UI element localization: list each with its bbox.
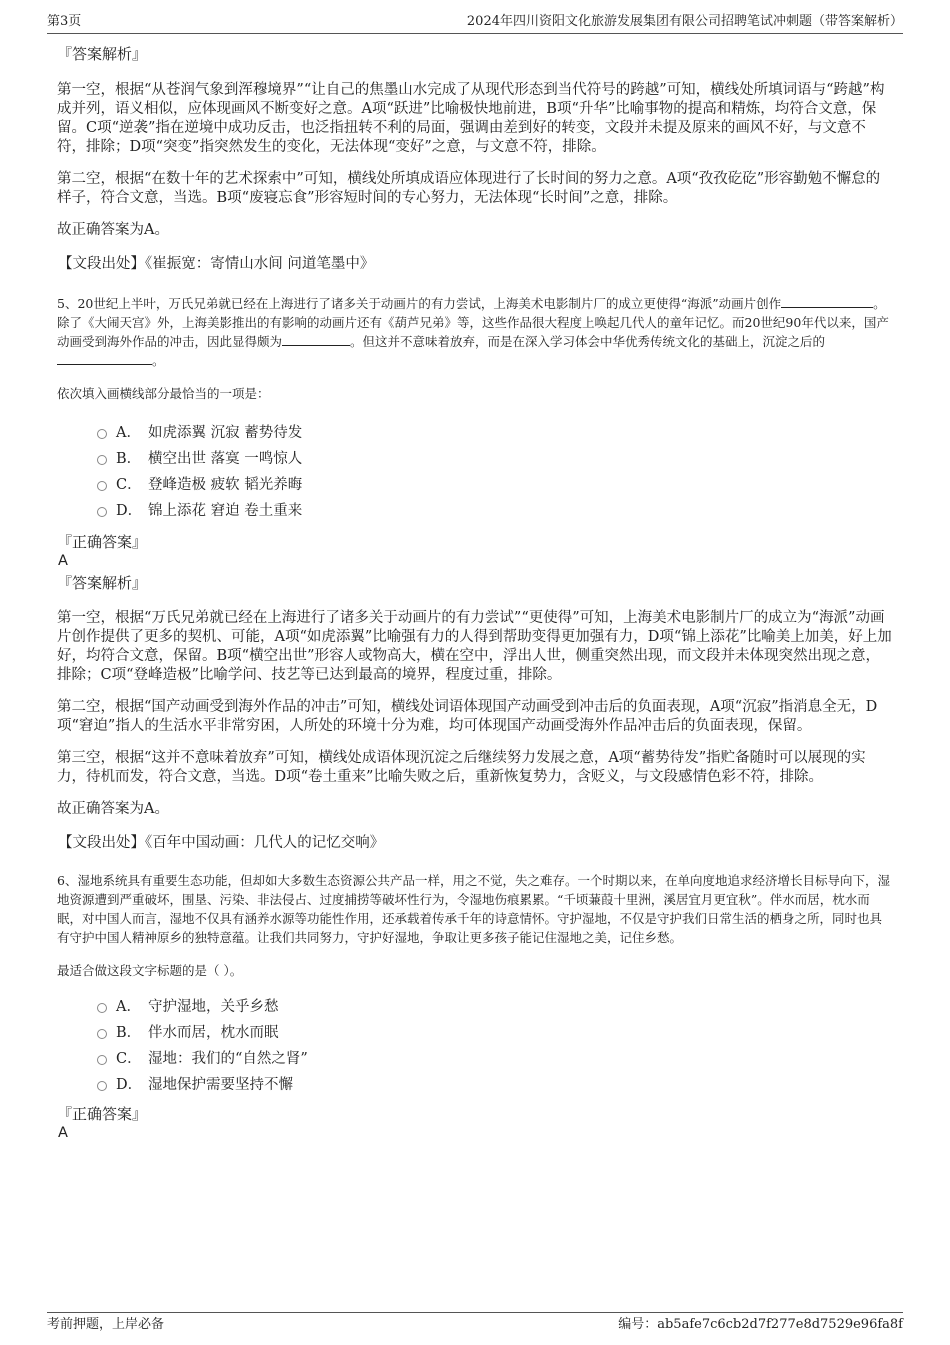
q5-analysis-para1: 第一空，根据“万氏兄弟就已经在上海进行了诸多关于动画片的有力尝试”“更使得”可知，上海美术电影制片厂的成立为“海派”动画片创作提供了更多的契机、可能，A项“如虎添翼”比喻强有力的人得到帮助变得更加强有力，D项“锦上添花”比喻美上加美，好上加好，均符合文意，保留。B项“横空出世”形容人或物高大，横在空中，浮出人世，侧重突然出现，而文段并未体现突然出现之意，排除；C项“登峰造极”比喻学问、技艺等已达到最高的境界，程度过重，排除。 <box>57 610 892 683</box>
q5-source: 【文段出处】《百年中国动画：几代人的记忆交响》 <box>58 835 385 851</box>
q5-conclusion: 故正确答案为A。 <box>57 801 169 817</box>
page-header <box>47 13 903 34</box>
q6-options <box>57 992 893 1096</box>
q5-analysis-para3: 第三空，根据“这并不意味着放弃”可知，横线处成语体现沉淀之后继续努力发展之意，A项“蓄势待发”指贮备随时可以展现的实力，待机而发，符合文意，当选。D项“卷土重来”比喻失败之后，重新恢复势力，含贬义，与文段感情色彩不符，排除。 <box>57 750 866 785</box>
option-text: 守护湿地，关乎乡愁 <box>148 998 279 1015</box>
option-letter: D． <box>116 1076 143 1093</box>
q5-option-d[interactable] <box>57 496 893 522</box>
q6-option-a[interactable] <box>57 992 893 1018</box>
document-title: 2024年四川资阳文化旅游发展集团有限公司招聘笔试冲刺题（带答案解析） <box>466 14 903 29</box>
page-content <box>57 44 893 1143</box>
radio-icon[interactable] <box>97 1003 107 1013</box>
page-footer <box>47 1312 903 1335</box>
q6-option-c[interactable] <box>57 1044 893 1070</box>
option-text: 如虎添翼 沉寂 蓄势待发 <box>148 424 303 441</box>
q6-stem: 6、湿地系统具有重要生态功能，但却如大多数生态资源公共产品一样，用之不觉，失之难存。一个时期以来，在单向度地追求经济增长目标导向下，湿地资源遭到严重破坏，围垦、污染、非法侵占、过度捕捞等破坏性行为，令湿地伤痕累累。“千顷蒹葭十里洲，溪居宜月更宜秋”。伴水而居，枕水而眠，对中国人而言，湿地不仅具有涵养水源等功能性作用，还承载着传承千年的诗意情怀。守护湿地，不仅是守护我们日常生活的栖身之所，同时也具有守护中国人精神原乡的独特意蕴。让我们共同努力，守护好湿地，争取让更多孩子能记住湿地之美，记住乡愁。 <box>57 873 890 945</box>
q5-answer: A <box>58 553 68 569</box>
q4-source: 【文段出处】《崔振宽：寄情山水间 问道笔墨中》 <box>58 256 375 272</box>
q4-conclusion: 故正确答案为A。 <box>57 222 169 238</box>
footer-slogan: 考前押题，上岸必备 <box>47 1317 165 1332</box>
radio-icon[interactable] <box>97 1055 107 1065</box>
option-letter: B． <box>116 1024 142 1041</box>
option-letter: B． <box>116 450 142 467</box>
q5-option-c[interactable] <box>57 470 893 496</box>
option-letter: C． <box>116 1050 142 1067</box>
q5-blank-2 <box>282 333 350 346</box>
q5-stem-part-b: 。除了《大闹天宫》外，上海美影推出的有影响的动画片还有《葫芦兄弟》等，这些作品很大程度上唤起几代人的童年记忆。而20世纪90年代以来，国产动画受到海外作品的冲击，因此显得颇为 <box>57 296 889 349</box>
q5-stem <box>57 294 893 370</box>
q5-options <box>57 418 893 522</box>
option-text: 湿地：我们的“自然之肾” <box>148 1050 308 1067</box>
radio-icon[interactable] <box>97 1029 107 1039</box>
option-letter: D． <box>116 502 143 519</box>
option-text: 伴水而居，枕水而眠 <box>148 1024 279 1041</box>
q5-answer-label: 『正确答案』 <box>57 533 148 551</box>
q5-option-a[interactable] <box>57 418 893 444</box>
q5-stem-part-a: 5、20世纪上半叶，万氏兄弟就已经在上海进行了诸多关于动画片的有力尝试，上海美术电影制片厂的成立更使得“海派”动画片创作 <box>57 296 782 311</box>
q5-analysis-label: 『答案解析』 <box>57 574 148 592</box>
option-text: 锦上添花 窘迫 卷土重来 <box>148 502 303 519</box>
page-number: 第3页 <box>47 14 82 29</box>
option-text: 湿地保护需要坚持不懈 <box>148 1076 293 1093</box>
q6-option-d[interactable] <box>57 1070 893 1096</box>
q5-stem-part-d: 。 <box>152 353 165 368</box>
q5-blank-3 <box>57 352 152 365</box>
q5-stem-part-c: 。但这并不意味着放弃，而是在深入学习体会中华优秀传统文化的基础上，沉淀之后的 <box>350 334 826 349</box>
radio-icon[interactable] <box>97 429 107 439</box>
q5-analysis-para2: 第二空，根据“国产动画受到海外作品的冲击”可知，横线处词语体现国产动画受到冲击后的负面表现，A项“沉寂”指消息全无，D项“窘迫”指人的生活水平非常穷困，人所处的环境十分为难，均可体现国产动画受海外作品冲击后的负面表现，保留。 <box>57 699 878 734</box>
option-letter: C． <box>116 476 142 493</box>
q4-analysis-para1: 第一空，根据“从苍润气象到浑穆境界”“让自己的焦墨山水完成了从现代形态到当代符号的跨越”可知，横线处所填词语与“跨越”构成并列，语义相似，应体现画风不断变好之意。A项“跃进”比喻极快地前进，B项“升华”比喻事物的提高和精炼，均符合文意，保留。C项“逆袭”指在逆境中成功反击，也泛指扭转不利的局面，强调由差到好的转变，文段并未提及原来的画风不好，与文意不符，排除；D项“突变”指突然发生的变化，无法体现“变好”之意，与文意不符，排除。 <box>57 82 885 155</box>
option-text: 横空出世 落寞 一鸣惊人 <box>148 450 303 467</box>
document-id: 编号：ab5afe7c6cb2d7f277e8d7529e96fa8f <box>618 1317 903 1332</box>
radio-icon[interactable] <box>97 507 107 517</box>
option-letter: A． <box>116 998 141 1015</box>
q5-prompt: 依次填入画横线部分最恰当的一项是： <box>57 386 270 401</box>
radio-icon[interactable] <box>97 455 107 465</box>
q6-prompt: 最适合做这段文字标题的是（ ）。 <box>57 963 243 978</box>
q4-analysis-para2: 第二空，根据“在数十年的艺术探索中”可知，横线处所填成语应体现进行了长时间的努力之意。A项“孜孜矻矻”形容勤勉不懈怠的样子，符合文意，当选。B项“废寝忘食”形容短时间的专心努力，无法体现“长时间”之意，排除。 <box>57 171 881 206</box>
q5-blank-1 <box>781 295 873 308</box>
q6-answer-label: 『正确答案』 <box>57 1105 148 1123</box>
option-letter: A． <box>116 424 141 441</box>
option-text: 登峰造极 疲软 韬光养晦 <box>148 476 303 493</box>
q5-option-b[interactable] <box>57 444 893 470</box>
q6-option-b[interactable] <box>57 1018 893 1044</box>
radio-icon[interactable] <box>97 1081 107 1091</box>
q6-answer: A <box>58 1125 68 1141</box>
q4-analysis-label: 『答案解析』 <box>57 45 148 63</box>
radio-icon[interactable] <box>97 481 107 491</box>
